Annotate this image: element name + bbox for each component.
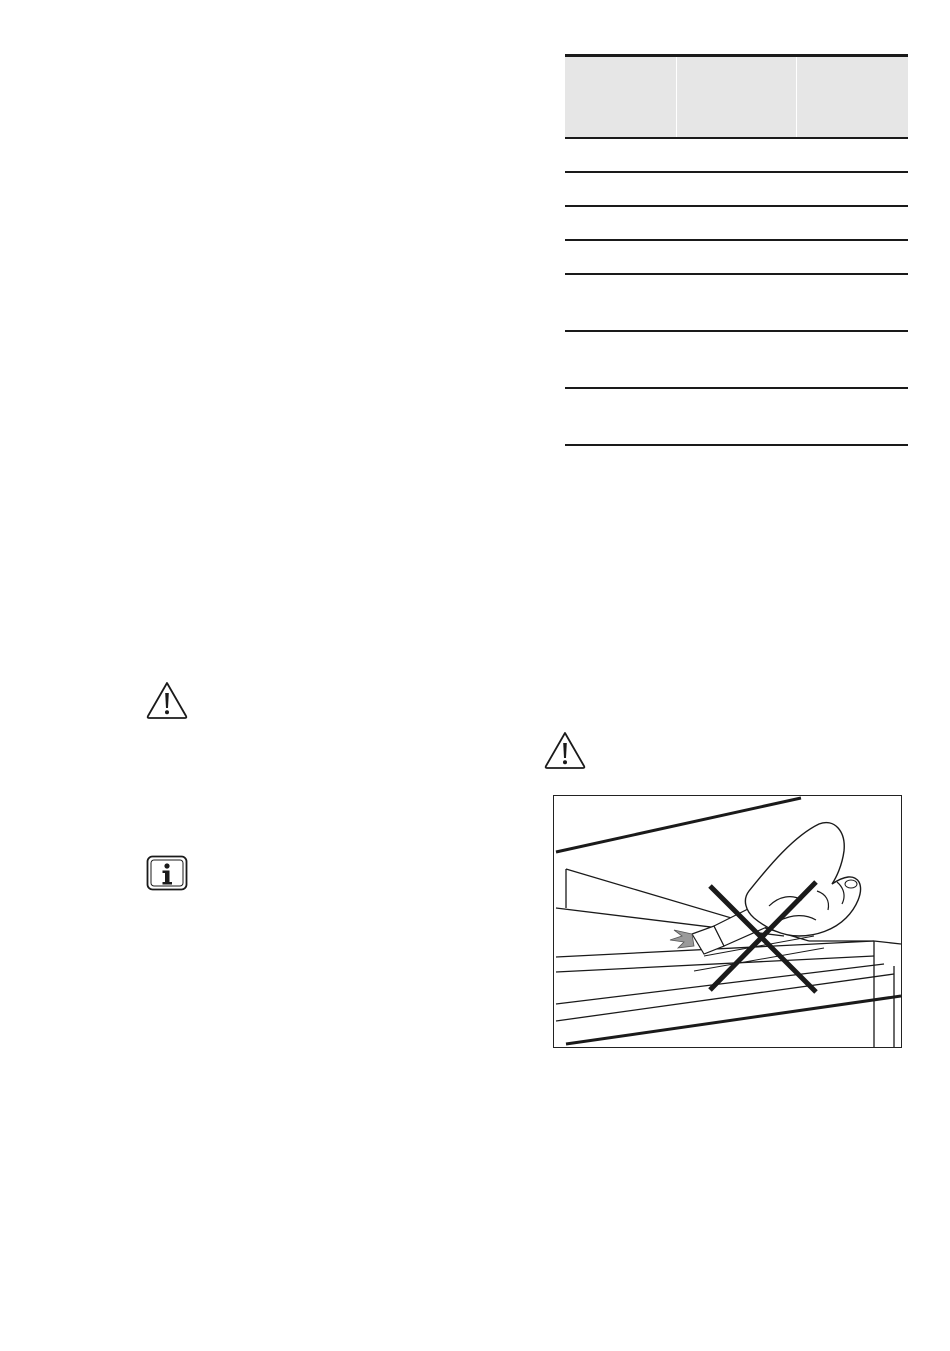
table-row <box>565 389 908 446</box>
cooktop-scraper-drawing <box>554 796 901 1047</box>
table-row <box>565 207 908 241</box>
prohibited-scraping-illustration <box>553 795 902 1048</box>
info-icon <box>146 855 188 891</box>
table-row <box>565 332 908 389</box>
table-row <box>565 139 908 173</box>
table-header-row <box>565 57 908 139</box>
warning-triangle-icon <box>145 680 189 720</box>
table-row <box>565 241 908 275</box>
data-table <box>565 54 908 446</box>
warning-triangle-icon <box>543 730 587 770</box>
table-row <box>565 173 908 207</box>
table-row <box>565 275 908 332</box>
